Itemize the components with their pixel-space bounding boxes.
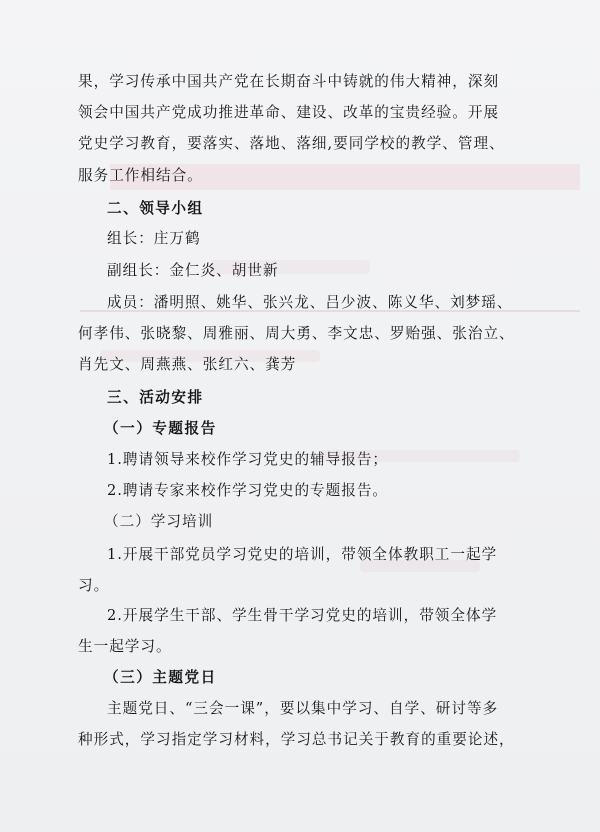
list-item: 2.开展学生干部、学生骨干学习党史的培训，带领全体学 xyxy=(107,607,498,624)
members-line: 何孝伟、张晓黎、周雅丽、周大勇、李文忠、罗贻强、张治立、 xyxy=(78,325,515,342)
paragraph-line: 主题党日、“三会一课”，要以集中学习、自学、研讨等多 xyxy=(107,700,499,717)
section-heading-leadership: 二、领导小组 xyxy=(107,200,204,217)
paragraph-line: 种形式，学习指定学习材料，学习总书记关于教育的重要论述， xyxy=(78,731,515,748)
list-item: 1.聘请领导来校作学习党史的辅导报告； xyxy=(107,451,389,468)
subsection-heading-training: （二）学习培训 xyxy=(104,513,214,530)
paragraph-line: 果，学习传承中国共产党在长期奋斗中铸就的伟大精神，深刻 xyxy=(78,73,500,90)
paragraph-line: 党史学习教育，要落实、落地、落细,要同学校的教学、管理、 xyxy=(78,135,505,152)
members-line: 成员：潘明照、姚华、张兴龙、吕少波、陈义华、刘梦瑶、 xyxy=(107,294,513,311)
deputy-leader-line: 副组长：金仁炎、胡世新 xyxy=(107,262,279,279)
paragraph-line: 服务工作相结合。 xyxy=(78,167,203,184)
list-item-continuation: 习。 xyxy=(78,577,110,594)
members-line: 肖先文、周燕燕、张红六、龚芳 xyxy=(78,356,297,373)
section-heading-activities: 三、活动安排 xyxy=(107,389,204,406)
list-item-continuation: 生一起学习。 xyxy=(78,638,172,655)
list-item: 1.开展干部党员学习党史的培训，带领全体教职工一起学 xyxy=(107,546,498,563)
paragraph-line: 领会中国共产党成功推进革命、建设、改革的宝贵经验。开展 xyxy=(78,104,500,121)
subsection-heading-reports: （一）专题报告 xyxy=(104,420,217,437)
list-item: 2.聘请专家来校作学习党史的专题报告。 xyxy=(107,482,389,499)
leader-line: 组长：庄万鹤 xyxy=(107,230,201,247)
subsection-heading-party-day: （三）主题党日 xyxy=(104,669,217,686)
